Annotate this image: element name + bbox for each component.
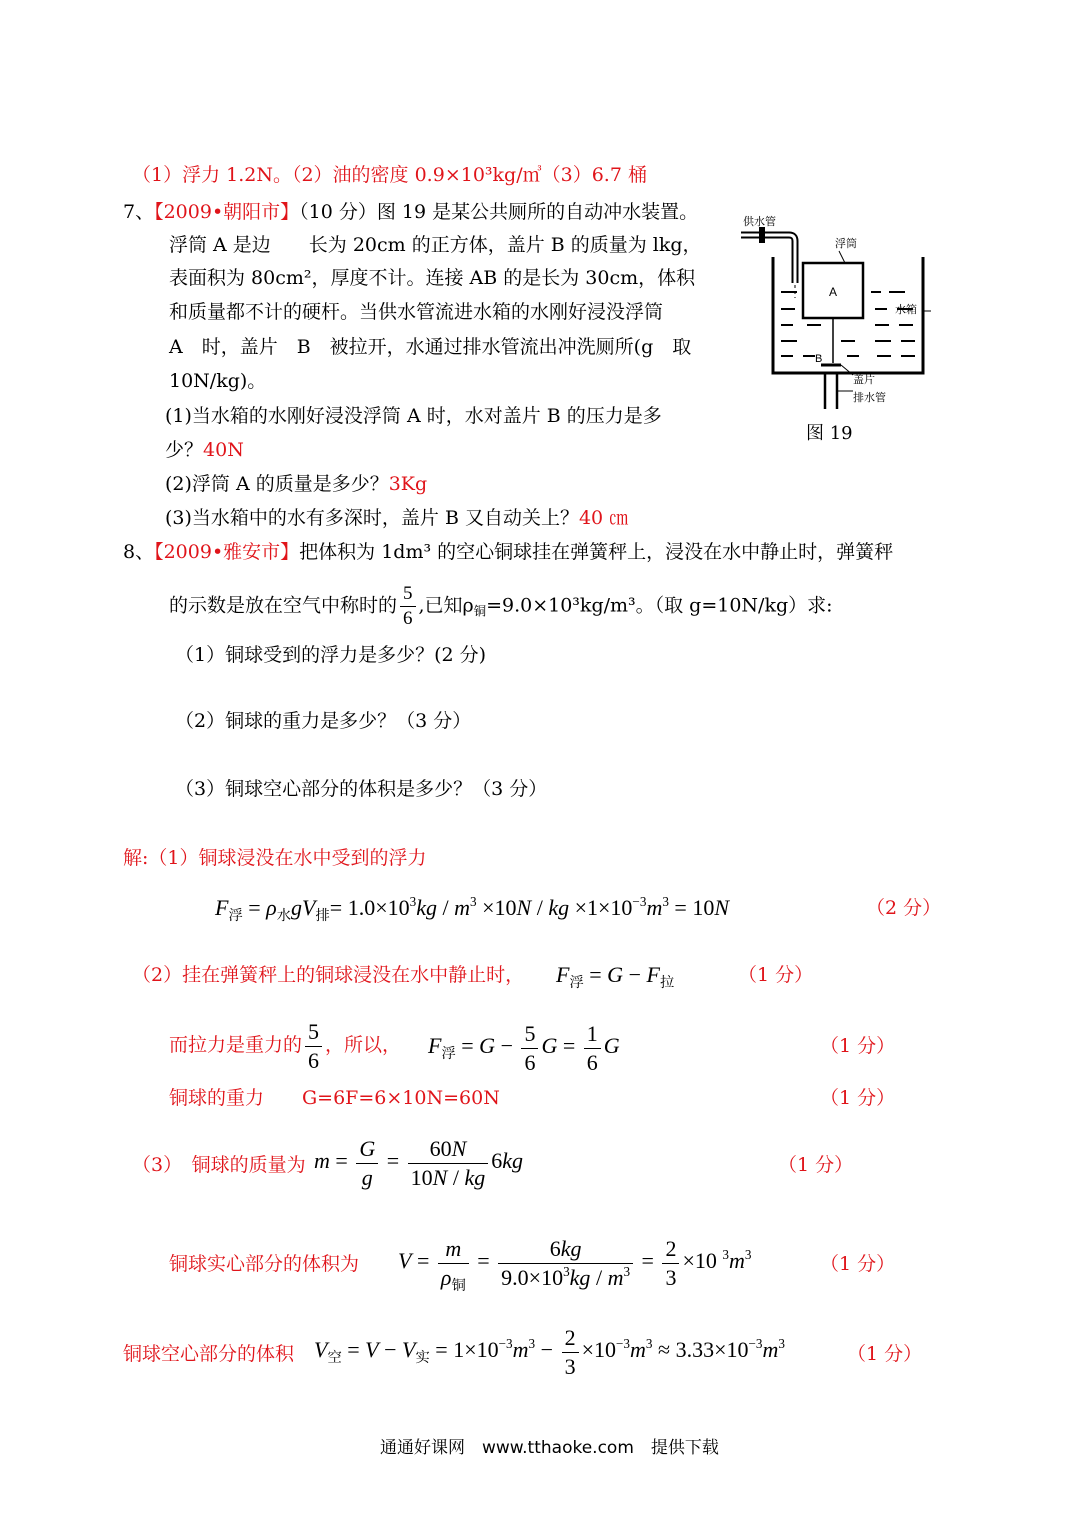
score-step-3: （1 分）: [820, 1035, 896, 1057]
q7-sub-3-text: (3)当水箱中的水有多深时，盖片 B 又自动关上？: [165, 507, 579, 529]
score-step-4: （1 分）: [820, 1087, 896, 1109]
supply-pipe-shape: [741, 235, 795, 283]
solid-volume-formula: V = $\frac{m}{\rho_铜}$ = $\frac{6kg}{9.0\times 10^3kg / m^3}$ = $\frac{2}{3}$ ×10 $^3m^3$: [398, 1236, 752, 1294]
q7-line-1: 浮筒 A 是边 长为 20cm 的正方体，盖片 B 的质量为 lkg，: [169, 234, 702, 256]
score-step-6: （1 分）: [820, 1253, 896, 1275]
q8-line-2: [169, 582, 833, 631]
q8-line-2-rho: ,已知ρ: [418, 594, 474, 617]
q7-line-2: 表面积为 80cm²，厚度不计。连接 AB 的是长为 30cm，体积: [169, 267, 696, 289]
score-step-2: （1 分）: [738, 964, 814, 986]
q8-sub-2: （2）铜球的重力是多少？（3 分）: [175, 710, 472, 732]
solution-step-4: 铜球的重力 G=6F=6×10N=60N: [169, 1087, 500, 1109]
solution-step-2: （2）挂在弹簧秤上的铜球浸没在水中静止时，: [132, 964, 525, 986]
q8-line-2-end: =9.0×10³kg/m³。（取 g=10N/kg）求:: [486, 594, 833, 617]
step-3-fraction: $\frac{5}{6}$: [305, 1018, 322, 1074]
q8-line-2-start: 的示数是放在空气中称时的: [169, 594, 398, 617]
solution-step-3: [169, 1018, 401, 1074]
q7-sub-1-tail: 少？: [165, 439, 204, 461]
q7-sub-1b: [165, 441, 244, 460]
step-3-conj: ，所以，: [325, 1034, 402, 1056]
q7-line-4: A 时，盖片 B 被拉开，水通过排水管流出冲洗厕所(g 取: [169, 336, 692, 358]
q8-head-text: 把体积为 1dm³ 的空心铜球挂在弹簧秤上，浸没在水中静止时，弹簧秤: [299, 541, 894, 563]
q7-line-3: 和质量都不计的硬杆。当供水管流进水箱的水刚好浸没浮筒: [169, 301, 664, 323]
q7-heading: [123, 203, 698, 222]
solution-step-6: 铜球实心部分的体积为: [169, 1253, 360, 1275]
q8-heading: [123, 543, 893, 562]
fraction-denominator: 6: [403, 607, 413, 629]
supply-pipe-label: 供水管: [743, 215, 776, 228]
weight-relation-formula: $F_浮 = G$ − $\frac{5}{6}$ G = $\frac{1}{6}$ G: [428, 1021, 620, 1075]
q8-sub-1: （1）铜球受到的浮力是多少？(2 分): [175, 644, 487, 666]
q7-head-text: （10 分）图 19 是某公共厕所的自动冲水装置。: [299, 201, 699, 223]
lid-letter: B: [815, 353, 823, 365]
solution-step-1: 解:（1）铜球浸没在水中受到的浮力: [123, 847, 427, 869]
q7-source: 【2009•朝阳市】: [154, 201, 300, 223]
score-step-5: （1 分）: [778, 1154, 854, 1176]
solution-step-5: （3） 铜球的质量为: [132, 1154, 306, 1176]
q7-sub-3: [165, 509, 628, 528]
q8-rho-subscript: 铜: [473, 604, 487, 619]
balance-formula: $F_浮 = G - F_拉$: [556, 962, 675, 991]
drain-label: 排水管: [853, 391, 886, 404]
q7-answer-1: 40N: [203, 439, 244, 461]
q7-answer-2: 3Kg: [388, 473, 428, 495]
float-label: 浮筒: [835, 237, 857, 250]
q8-source: 【2009•雅安市】: [154, 541, 300, 563]
previous-answer: （1）浮力 1.2N。（2）油的密度 0.9×10³kg/㎥（3）6.7 桶: [132, 164, 647, 186]
q7-sub-2-text: (2)浮筒 A 的质量是多少？: [165, 473, 389, 495]
q7-sub-2: [165, 475, 427, 494]
fraction-numerator: 5: [400, 582, 416, 607]
page-footer: 通通好课网 www.tthaoke.com 提供下载: [380, 1438, 719, 1458]
buoyancy-formula: $F_浮 = \rho_水gV_排= 1.0\times 10^3kg / m^3 \times 10N$ / kg $\times 1\times 10^{-3}m^3 = 10N$: [215, 893, 730, 924]
q7-number: 7、: [123, 201, 155, 223]
q8-number: 8、: [123, 541, 155, 563]
q7-answer-3: 40 ㎝: [578, 507, 629, 529]
q7-sub-1: (1)当水箱的水刚好浸没浮筒 A 时，水对盖片 B 的压力是多: [165, 405, 662, 427]
q8-sub-3: （3）铜球空心部分的体积是多少？（3 分）: [175, 778, 548, 800]
hollow-volume-formula: $V_空 = V - V_实 = 1\times 10^{-3}m^3$ − $\frac{2}{3}$ $\times 10^{-3}m^3 \approx 3.33\times 10^{-3}m^3$: [314, 1325, 785, 1379]
float-letter: A: [828, 285, 838, 299]
q7-line-5: 10N/kg)。: [169, 370, 267, 392]
score-step-7: （1 分）: [847, 1343, 923, 1365]
solution-step-7: 铜球空心部分的体积: [123, 1343, 295, 1365]
mass-formula: m = $\frac{G}{g}$ = $\frac{60N}{10N / kg}$ 6kg: [314, 1136, 523, 1190]
lid-label: 盖片: [853, 373, 875, 386]
step-3-text: 而拉力是重力的: [169, 1034, 303, 1056]
figure-caption: 图 19: [806, 423, 853, 444]
fraction-five-sixths: [400, 582, 416, 631]
score-step-1: （2 分）: [866, 897, 942, 919]
tank-label-text: 水箱: [895, 303, 917, 316]
